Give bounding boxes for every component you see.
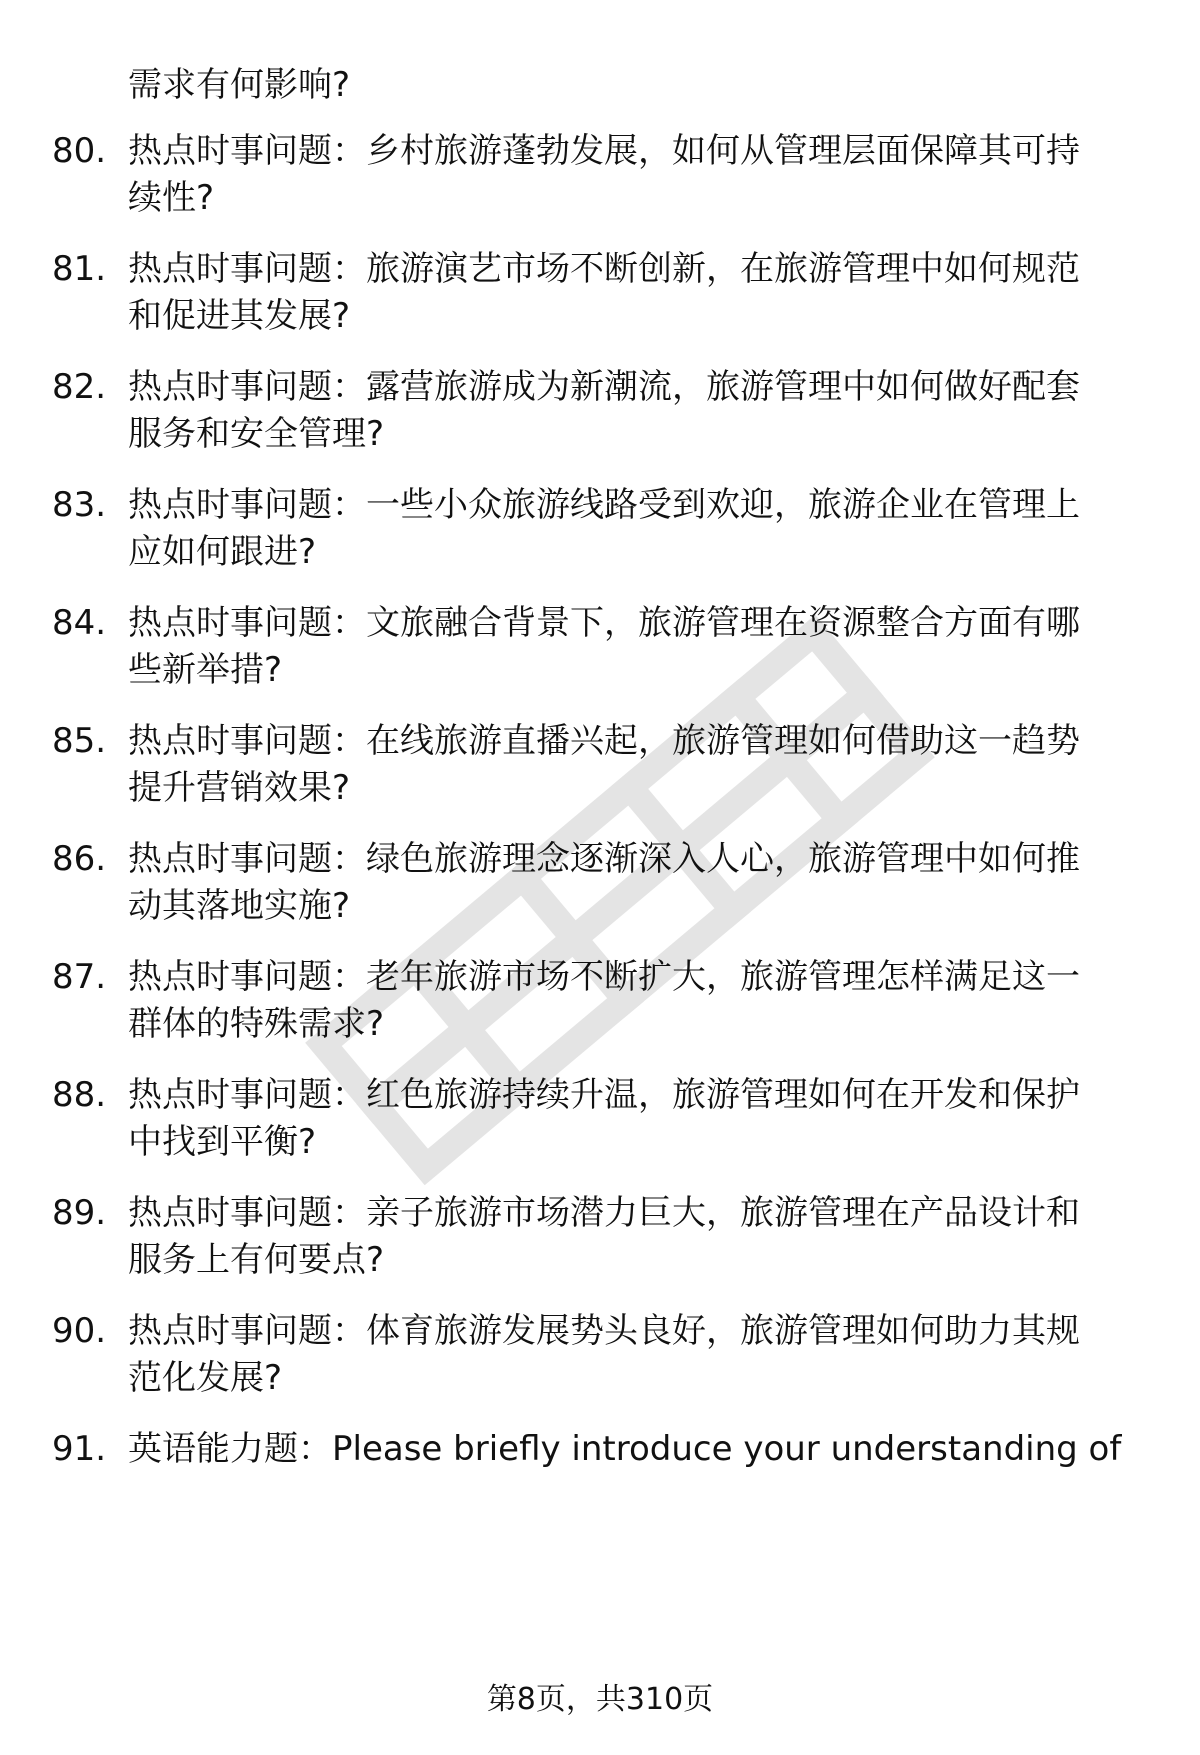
question-text-line2: 续性?	[128, 178, 215, 218]
question-text-line2: 提升营销效果?	[128, 768, 351, 808]
question-text-line1: 热点时事问题：乡村旅游蓬勃发展，如何从管理层面保障其可持	[128, 131, 1080, 171]
question-number: 80.	[52, 131, 107, 171]
continuation-text: 需求有何影响?	[128, 65, 351, 105]
question-text-line1: 热点时事问题：在线旅游直播兴起，旅游管理如何借助这一趋势	[128, 721, 1080, 761]
question-text-line1: 热点时事问题：露营旅游成为新潮流，旅游管理中如何做好配套	[128, 367, 1080, 407]
question-text-line1: 热点时事问题：体育旅游发展势头良好，旅游管理如何助力其规	[128, 1311, 1080, 1351]
question-text-line2: 动其落地实施?	[128, 886, 351, 926]
question-text-line2: 范化发展?	[128, 1358, 283, 1398]
question-text-line1: 热点时事问题：绿色旅游理念逐渐深入人心，旅游管理中如何推	[128, 839, 1080, 879]
question-number: 86.	[52, 839, 107, 879]
question-text-line1: 热点时事问题：一些小众旅游线路受到欢迎，旅游企业在管理上	[128, 485, 1080, 525]
question-text-line2: 中找到平衡?	[128, 1122, 317, 1162]
question-text-line2: 和促进其发展?	[128, 296, 351, 336]
question-number: 85.	[52, 721, 107, 761]
question-text-line2: 些新举措?	[128, 650, 283, 690]
question-number: 91.	[52, 1429, 107, 1469]
question-text-line1: 热点时事问题：旅游演艺市场不断创新，在旅游管理中如何规范	[128, 249, 1080, 289]
question-number: 81.	[52, 249, 107, 289]
question-number: 82.	[52, 367, 107, 407]
page-number-label: 第8页，共310页	[486, 1682, 714, 1717]
question-text-line1: 英语能力题：Please briefly introduce your understanding of	[128, 1429, 1122, 1469]
question-number: 90.	[52, 1311, 107, 1351]
question-text-line2: 应如何跟进?	[128, 532, 317, 572]
question-number: 83.	[52, 485, 107, 525]
question-number: 89.	[52, 1193, 107, 1233]
question-text-line1: 热点时事问题：亲子旅游市场潜力巨大，旅游管理在产品设计和	[128, 1193, 1080, 1233]
question-text-line2: 群体的特殊需求?	[128, 1004, 385, 1044]
question-number: 84.	[52, 603, 107, 643]
page-footer	[0, 1680, 1200, 1720]
question-number: 87.	[52, 957, 107, 997]
question-text-line1: 热点时事问题：文旅融合背景下，旅游管理在资源整合方面有哪	[128, 603, 1080, 643]
question-text-line1: 热点时事问题：老年旅游市场不断扩大，旅游管理怎样满足这一	[128, 957, 1080, 997]
question-text-line1: 热点时事问题：红色旅游持续升温，旅游管理如何在开发和保护	[128, 1075, 1080, 1115]
question-number: 88.	[52, 1075, 107, 1115]
question-text-line2: 服务和安全管理?	[128, 414, 385, 454]
question-text-line2: 服务上有何要点?	[128, 1240, 385, 1280]
